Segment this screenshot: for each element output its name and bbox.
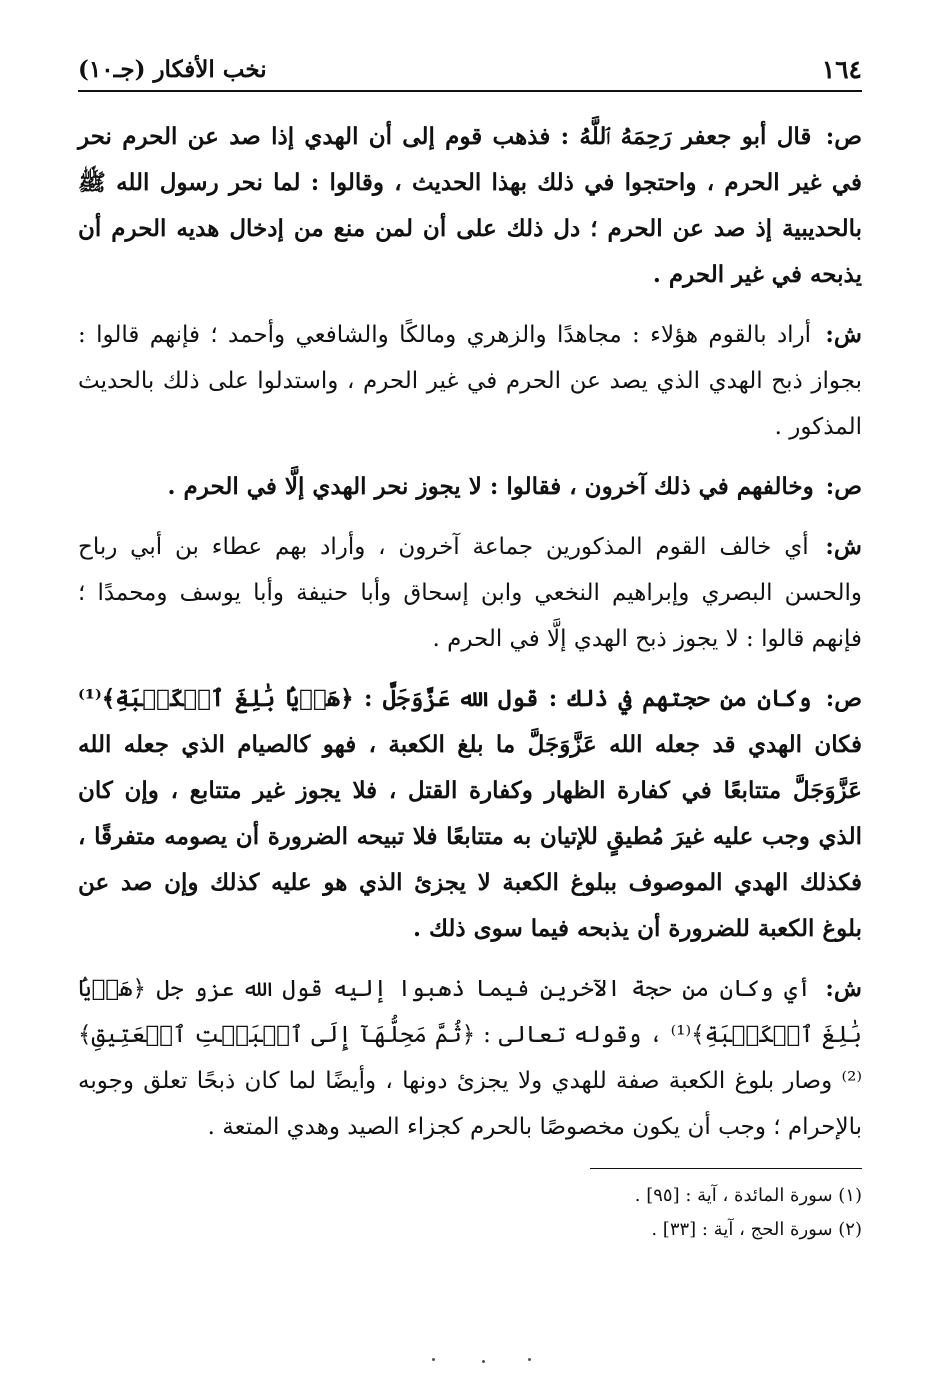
footnote-1: (١) سورة المائدة ، آية : [٩٥] .	[634, 1185, 862, 1206]
paragraph-marker: ص:	[825, 123, 862, 150]
footnote-divider	[590, 1168, 862, 1169]
book-title: نخب الأفكار (جـ١٠)	[78, 56, 267, 83]
paragraph-text: وخالفهم في ذلك آخرون ، فقالوا : لا يجوز نحر الهدي إلَّا في الحرم .	[167, 473, 814, 500]
paragraph-sad-3	[78, 676, 862, 952]
paragraph-text: أراد بالقوم هؤلاء : مجاهدًا والزهري ومالكًا والشافعي وأحمد ؛ فإنهم قالوا : بجواز ذبح الهدي الذي يصد عن الحرم في غير الحرم ، واستدلوا على ذلك بالحديث المذكور .	[78, 322, 862, 440]
paragraph-marker: ش:	[825, 533, 862, 560]
paragraph-marker: ص:	[825, 685, 862, 712]
paragraph-sad-2	[78, 464, 862, 510]
paragraph-marker: ش:	[825, 975, 862, 1002]
paragraph-shin-1	[78, 312, 862, 450]
paragraph-sad-1	[78, 114, 862, 298]
footnotes	[78, 1179, 862, 1247]
main-text	[78, 114, 862, 1150]
scan-dot	[528, 1358, 531, 1361]
paragraph-shin-3	[78, 966, 862, 1150]
paragraph-shin-2	[78, 524, 862, 662]
paragraph-marker: ش:	[825, 321, 862, 348]
paragraph-text: وكان من حجتهم في ذلك : قول الله عَزَّوَجَلَّ : ﴿هَدۡيَۢا بَٰلِغَ ٱلۡكَعۡبَةِ﴾⁽¹⁾ فكان الهدي قد جعله الله عَزَّوَجَلَّ ما بلغ الكعبة ، فهو كالصيام الذي جعله الله عَزَّوَجَلَّ متتابعًا في كفارة الظهار وكفارة القتل ، فلا يجوز غير متتابع ، وإن كان الذي وجب عليه غيرَ مُطيقٍ للإتيان به متتابعًا فلا تبيحه الضرورة أن يصومه متفرقًا ، فكذلك الهدي الموصوف ببلوغ الكعبة لا يجزئ الذي هو عليه كذلك وإن صد عن بلوغ الكعبة للضرورة أن يذبحه فيما سوى ذلك .	[78, 685, 862, 942]
scan-dot	[432, 1358, 435, 1361]
page-number: ١٦٤	[821, 55, 862, 84]
scan-artifacts	[0, 1356, 950, 1366]
paragraph-text: قال أبو جعفر رَحِمَهُ ٱللَّهُ : فذهب قوم إلى أن الهدي إذا صد عن الحرم نحر في غير الحرم ، واحتجوا في ذلك بهذا الحديث ، وقالوا : لما نحر رسول الله ﷺ بالحديبية إذ صد عن الحرم ؛ دل ذلك على أن لمن منع من إدخال هديه الحرم أن يذبحه في غير الحرم .	[78, 123, 862, 288]
page-header	[78, 56, 862, 92]
paragraph-marker: ص:	[825, 473, 862, 500]
footnote-2: (٢) سورة الحج ، آية : [٣٣] .	[651, 1219, 862, 1240]
paragraph-text: أي وكان من حجة الآخرين فيما ذهبوا إليه قول الله عزو جل ﴿هَدۡيَۢا بَٰلِغَ ٱلۡكَعۡبَةِ﴾⁽¹⁾ ، وقوله تعالى : ﴿ثُمَّ مَحِلُّهَآ إِلَى ٱلۡبَيۡتِ ٱلۡعَتِيقِ﴾⁽²⁾ وصار بلوغ الكعبة صفة للهدي ولا يجزئ دونها ، وأيضًا لما كان ذبحًا تعلق وجوبه بالإحرام ؛ وجب أن يكون مخصوصًا بالحرم كجزاء الصيد وهدي المتعة .	[78, 976, 863, 1140]
scan-dot	[482, 1360, 485, 1363]
paragraph-text: أي خالف القوم المذكورين جماعة آخرون ، وأراد بهم عطاء بن أبي رباح والحسن البصري وإبراهيم النخعي وابن إسحاق وأبا حنيفة وأبا يوسف ومحمدًا ؛ فإنهم قالوا : لا يجوز ذبح الهدي إلَّا في الحرم .	[78, 534, 862, 652]
